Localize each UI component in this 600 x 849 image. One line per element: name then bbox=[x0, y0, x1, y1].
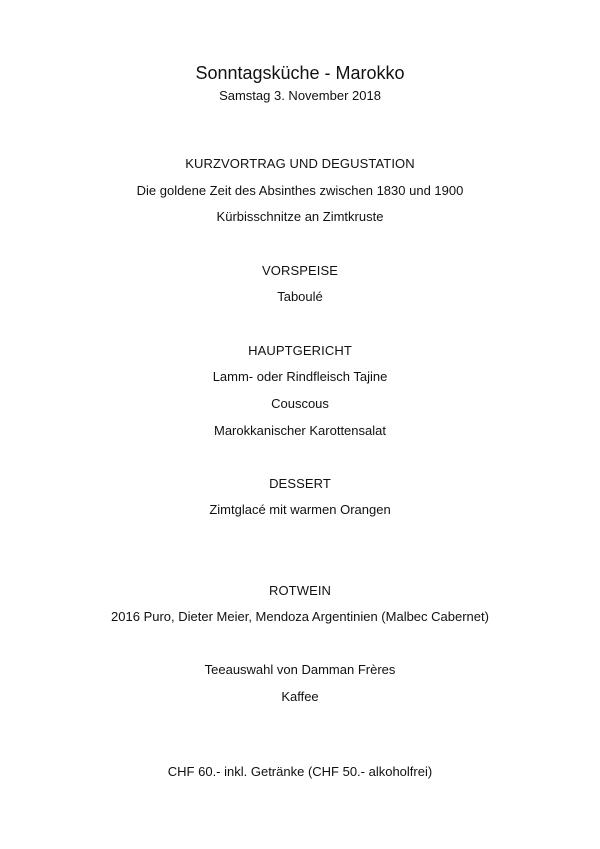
page-title: Sonntagsküche - Marokko bbox=[195, 63, 405, 83]
coffee: Kaffee bbox=[281, 689, 319, 704]
menu-item: Die goldene Zeit des Absinthes zwischen 1830 und 1900 bbox=[136, 183, 464, 198]
section-heading-vorspeise: VORSPEISE bbox=[261, 263, 339, 278]
menu-item: Couscous bbox=[271, 396, 329, 411]
menu-item: Kürbisschnitze an Zimtkruste bbox=[216, 209, 384, 224]
section-heading-kurzvortrag: KURZVORTRAG UND DEGUSTATION bbox=[185, 156, 415, 171]
menu-item: 2016 Puro, Dieter Meier, Mendoza Argentinien (Malbec Cabernet) bbox=[111, 609, 489, 624]
section-heading-dessert: DESSERT bbox=[269, 476, 331, 491]
tea-selection: Teeauswahl von Damman Frères bbox=[204, 662, 396, 677]
menu-item: Zimtglacé mit warmen Orangen bbox=[209, 502, 391, 517]
section-heading-hauptgericht: HAUPTGERICHT bbox=[248, 343, 352, 358]
price-note: CHF 60.- inkl. Getränke (CHF 50.- alkoholfrei) bbox=[167, 764, 433, 779]
menu-item: Lamm- oder Rindfleisch Tajine bbox=[212, 369, 388, 384]
event-date: Samstag 3. November 2018 bbox=[219, 88, 381, 103]
menu-item: Marokkanischer Karottensalat bbox=[214, 423, 386, 438]
menu-item: Taboulé bbox=[277, 289, 323, 304]
section-heading-rotwein: ROTWEIN bbox=[268, 583, 332, 598]
